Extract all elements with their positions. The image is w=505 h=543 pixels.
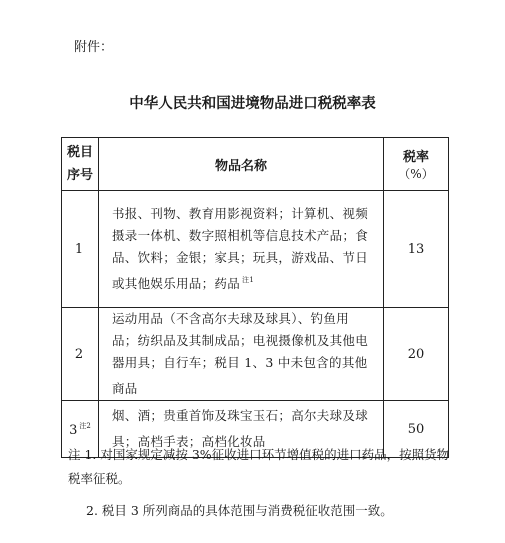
row-seq-note: 注2 (79, 421, 91, 430)
table-row (62, 308, 449, 401)
row-seq-value: 3 (69, 422, 78, 438)
row-rate: 20 (384, 308, 449, 401)
row-name-text: 烟、酒；贵重首饰及珠宝玉石；高尔夫球及球具；高档手表；高档化妆品 (112, 408, 369, 449)
header-rate-line1: 税率 (402, 150, 429, 165)
row-name (99, 191, 384, 308)
document-title: 中华人民共和国进境物品进口税税率表 (129, 96, 376, 112)
footnote-1: 注 1. 对国家规定减按 3%征收进口环节增值税的进口药品，按照货物税率征税。 (68, 447, 450, 486)
row-seq (62, 308, 99, 401)
header-rate-line2: （%） (398, 167, 434, 181)
row-seq-value: 1 (74, 242, 84, 257)
table-row (62, 191, 449, 308)
header-seq-line1: 税目 (66, 145, 93, 160)
row-seq-value: 2 (74, 347, 84, 362)
row-name-text: 书报、刊物、教育用影视资料；计算机、视频摄录一体机、数字照相机等信息技术产品；食品、饮料；金银；家具；玩具，游戏品、节日或其他娱乐用品；药品 (112, 206, 369, 291)
row-rate: 13 (384, 191, 449, 308)
row-name-text: 运动用品（不含高尔夫球及球具）、钓鱼用品；纺织品及其制成品；电视摄像机及其他电器用具；自行车；税目 1、3 中未包含的其他商品 (112, 311, 369, 396)
tax-rate-table (61, 137, 449, 458)
header-seq (62, 138, 99, 191)
row-seq (62, 191, 99, 308)
table-header-row (62, 138, 449, 191)
row-name-note: 注1 (242, 276, 255, 284)
row-name (99, 308, 384, 401)
header-seq-line2: 序号 (66, 168, 93, 183)
row-rate: 50 (384, 401, 449, 458)
footnote-2: 2. 税目 3 所列商品的具体范围与消费税征收范围一致。 (86, 503, 393, 518)
attachment-label: 附件： (74, 40, 114, 55)
header-rate (384, 138, 449, 191)
header-name: 物品名称 (99, 138, 384, 191)
footnotes (68, 443, 450, 523)
